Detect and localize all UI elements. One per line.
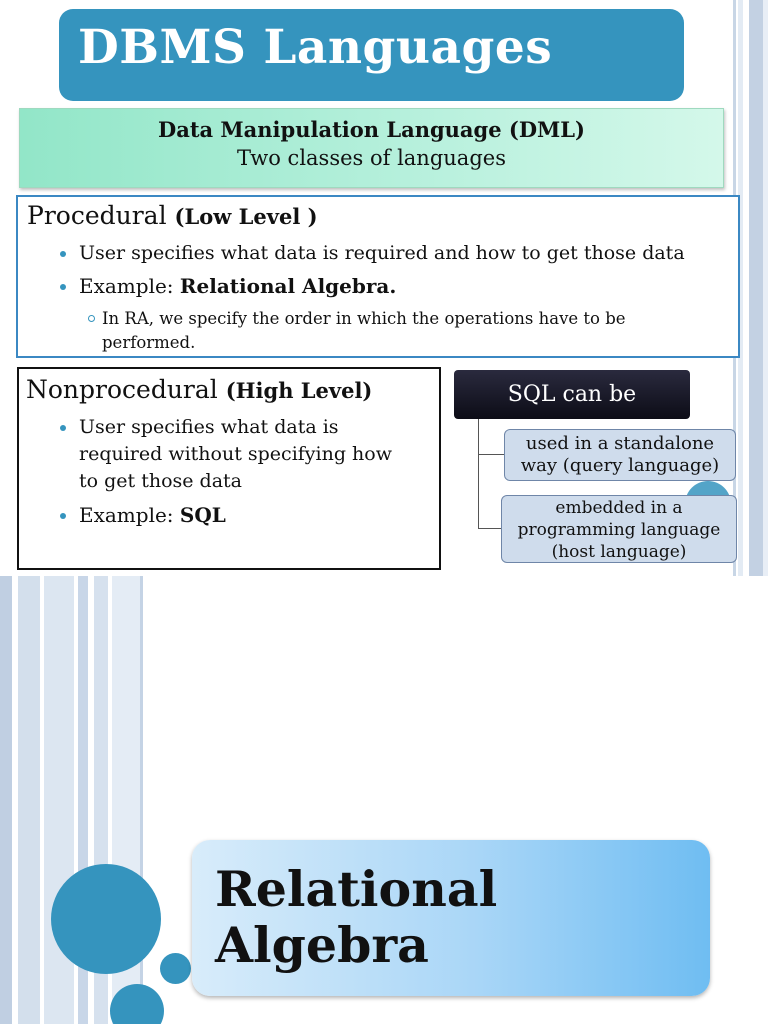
procedural-title: Procedural [27, 201, 167, 230]
sql-node-embedded [501, 495, 737, 563]
slide-title: DBMS Languages [78, 20, 553, 75]
decorative-stripe [0, 576, 12, 1024]
sub-bullet-ring [88, 315, 95, 322]
bullet-example: Relational Algebra. [179, 274, 397, 298]
procedural-heading [27, 201, 318, 230]
decorative-circle-medium [110, 984, 164, 1024]
bullet-text: Example: [79, 274, 180, 298]
bullet-line-1: User specifies what data is [79, 416, 339, 438]
decorative-circle-large [51, 864, 161, 974]
decorative-stripe [18, 576, 40, 1024]
sql-node-standalone [504, 429, 736, 481]
sub-bullet-line-2: performed. [102, 333, 196, 352]
list-item [79, 414, 392, 495]
dml-heading: Data Manipulation Language (DML) [158, 117, 585, 142]
node-line-1: used in a standalone [525, 433, 715, 454]
nonprocedural-level: (High Level) [225, 378, 373, 403]
nonprocedural-heading [26, 375, 372, 404]
decorative-circle-small [160, 953, 191, 984]
decorative-stripe [763, 0, 768, 576]
decorative-stripe [749, 0, 763, 576]
bullet-dot [60, 284, 66, 290]
sub-bullet-line-1: In RA, we specify the order in which the operations have to be [102, 309, 626, 328]
diagram-connector [478, 528, 502, 529]
procedural-level: (Low Level ) [174, 204, 318, 229]
slide-relational-algebra [0, 576, 768, 1024]
node-line-2: way (query language) [520, 455, 720, 476]
list-item [79, 273, 396, 300]
bullet-dot [60, 251, 66, 257]
nonprocedural-box [17, 367, 441, 570]
list-item [79, 240, 685, 267]
bullet-dot [60, 513, 66, 519]
bullet-dot [60, 425, 66, 431]
node-line-3: (host language) [551, 542, 687, 562]
sql-diagram-root: SQL can be [454, 370, 690, 419]
dml-header-box [19, 108, 724, 188]
bullet-line-2: required without specifying how [79, 443, 392, 465]
bullet-text: Example: [79, 503, 180, 527]
nonprocedural-title: Nonprocedural [26, 375, 218, 404]
bullet-example: SQL [179, 503, 226, 527]
node-line-2: programming language [517, 520, 721, 540]
slide-title-line-1: Relational [215, 860, 498, 918]
slide-title-line-2: Algebra [215, 916, 429, 974]
dml-subheading: Two classes of languages [237, 146, 506, 170]
diagram-connector [478, 419, 479, 529]
node-line-1: embedded in a [555, 498, 683, 518]
procedural-box [16, 195, 740, 358]
diagram-connector [478, 454, 504, 455]
bullet-text: User specifies what data is required and how to get those data [79, 242, 685, 264]
bullet-line-3: to get those data [79, 470, 242, 492]
list-item [79, 502, 226, 529]
sub-list-item [102, 307, 626, 355]
